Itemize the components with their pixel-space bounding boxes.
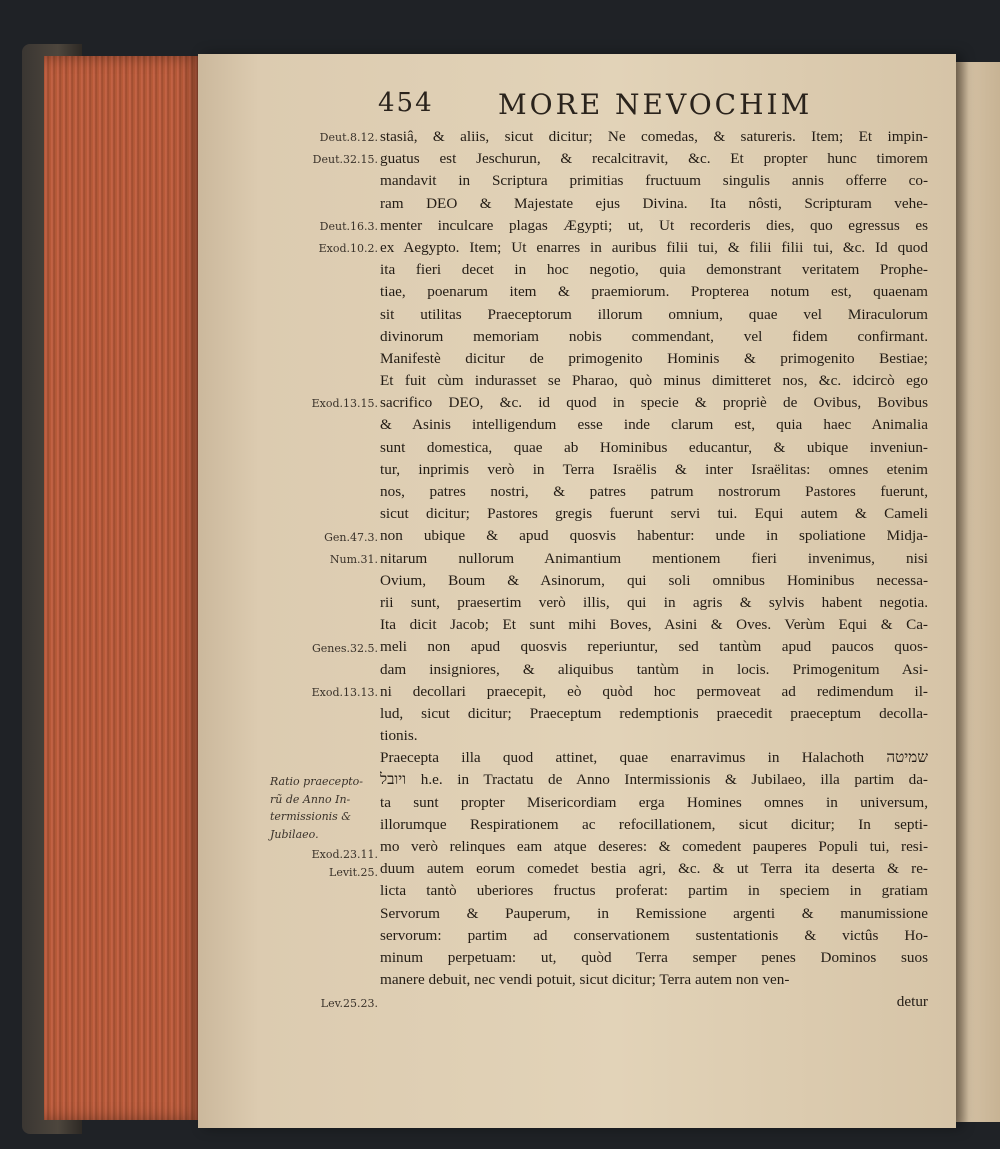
text-line: nitarum nullorum Animantium mentionem fieri invenimus, nisi (380, 549, 928, 567)
text-line: detur (896, 993, 928, 1011)
text-line: servorum: partim ad conservationem sustentationis & victûs Ho- (380, 926, 928, 944)
text-line: illorumque Respirationem ac refocillationem, sicut dicitur; In septi- (380, 815, 928, 833)
text-line: stasiâ, & aliis, sicut dicitur; Ne comedas, & satureris. Item; Et impin- (380, 128, 928, 145)
text-line: Praecepta illa quod attinet, quae enarravimus in Halachoth שמיטה (380, 749, 928, 767)
text-line: sunt domestica, quae ab Hominibus educantur, & ubique inveniun- (380, 438, 928, 456)
page-edges (44, 56, 204, 1120)
margin-note: Genes.32.5. (311, 641, 378, 655)
margin-notes (270, 126, 378, 1126)
margin-note: Exod.10.2. (318, 242, 378, 255)
text-line: ex Aegypto. Item; Ut enarres in auribus filii tui, & filii filii tui, &c. Id quod (380, 238, 928, 256)
text-line: lud, sicut dicitur; Praeceptum redemptionis praecedit praeceptum decolla- (380, 704, 928, 722)
body-text (380, 126, 928, 1014)
text-line: Servorum & Pauperum, in Remissione argenti & manumissione (380, 904, 928, 922)
text-line: duum autem eorum comedet bestia agri, &c. & ut Terra ita deserta & re- (380, 860, 928, 878)
page-number: 454 (378, 88, 434, 118)
text-line: tur, inprimis verò in Terra Israëlis & inter Israëlitas: omnes etenim (380, 460, 928, 478)
text-line: mo verò relinques eam atque deseres: & comedent pauperes Populi tui, resi- (380, 838, 928, 855)
running-head (378, 88, 940, 122)
text-line: menter inculcare plagas Ægypti; ut, Ut recorderis dies, quo egressus es (380, 216, 928, 234)
margin-note: Levit.25. (329, 865, 378, 879)
text-line: licta tantò uberiores fructus proferat: partim in speciem in gratiam (380, 882, 928, 900)
margin-note: Deut.16.3. (319, 219, 378, 233)
text-line: tionis. (380, 727, 418, 745)
margin-note: Deut.32.15. (312, 153, 378, 167)
text-line: minum perpetuam: ut, quòd Terra semper penes Dominos suos (380, 948, 928, 966)
text-line: divinorum memoriam nobis commendant, vel fidem confirmant. (380, 327, 928, 345)
margin-note: Deut.8.12. (319, 131, 378, 144)
margin-note: Num.31. (329, 552, 378, 566)
text-line: ni decollari praecepit, eò quòd hoc permoveat ad redimendum il- (380, 682, 928, 700)
text-line: ita fieri decet in hoc negotio, quia demonstrant veritatem Prophe- (380, 261, 928, 279)
text-line: ram DEO & Majestate ejus Divina. Ita nôsti, Scripturam vehe- (380, 194, 928, 212)
text-line: manere debuit, nec vendi potuit, sicut dicitur; Terra autem non ven- (380, 971, 790, 989)
text-line: non ubique & apud quosvis habentur: unde in spoliatione Midja- (380, 527, 928, 545)
facing-page-edge (952, 62, 1000, 1122)
text-line: & Asinis intelligendum esse inde clarum est, quia haec Animalia (380, 416, 928, 434)
text-line: Ita dicit Jacob; Et sunt mihi Boves, Asini & Oves. Verùm Equi & Ca- (380, 616, 928, 634)
text-line: rii sunt, praesertim verò illis, qui in agris & sylvis habent negotia. (380, 593, 928, 611)
text-line: dam insigniores, & aliquibus tantùm in locis. Primogenitum Asi- (380, 660, 928, 678)
text-line: nos, patres nostri, & patres patrum nostrorum Pastores fuerunt, (380, 483, 928, 500)
margin-note: termissionis & (270, 810, 352, 824)
text-line: tiae, poenarum item & praemiorum. Propterea notum est, quaenam (380, 283, 928, 301)
margin-note: Gen.47.3. (324, 530, 378, 544)
text-line: mandavit in Scriptura primitias fructuum singulis annis offerre co- (380, 172, 928, 190)
text-line: ta sunt propter Misericordiam erga Homines omnes in universum, (380, 793, 928, 811)
margin-note: rũ de Anno In- (270, 792, 351, 806)
text-line: Manifestè dicitur de primogenito Hominis & primogenito Bestiae; (380, 349, 928, 367)
text-line: meli non apud quosvis reperiuntur, sed tantùm apud paucos quos- (380, 638, 928, 656)
text-line: sacrifico DEO, &c. id quod in specie & propriè de Ovibus, Bovibus (380, 394, 928, 412)
margin-note: Ratio praecepto- (270, 774, 363, 788)
margin-note: Exod.13.13. (311, 686, 378, 699)
margin-note: Jubilaeo. (270, 828, 319, 842)
text-line: Et fuit cùm indurasset se Pharao, quò minus dimitteret nos, &c. idcircò ego (380, 372, 928, 390)
margin-note: Exod.13.15. (311, 397, 378, 411)
running-title: MORE NEVOCHIM (498, 88, 813, 121)
margin-note: Lev.25.23. (320, 996, 378, 1010)
text-line: sit utilitas Praeceptorum illorum omnium, quae vel Miraculorum (380, 305, 928, 323)
text-line: ויובל h.e. in Tractatu de Anno Intermissionis & Jubilaeo, illa partim da- (380, 771, 928, 789)
text-line: sicut dicitur; Pastores gregis fuerunt servi tui. Equi autem & Cameli (380, 505, 928, 523)
text-line: Ovium, Boum & Asinorum, qui soli omnibus Hominibus necessa- (380, 571, 928, 589)
text-line: guatus est Jeschurun, & recalcitravit, &c. Et propter hunc timorem (380, 150, 928, 168)
margin-note: Exod.23.11. (311, 848, 378, 862)
